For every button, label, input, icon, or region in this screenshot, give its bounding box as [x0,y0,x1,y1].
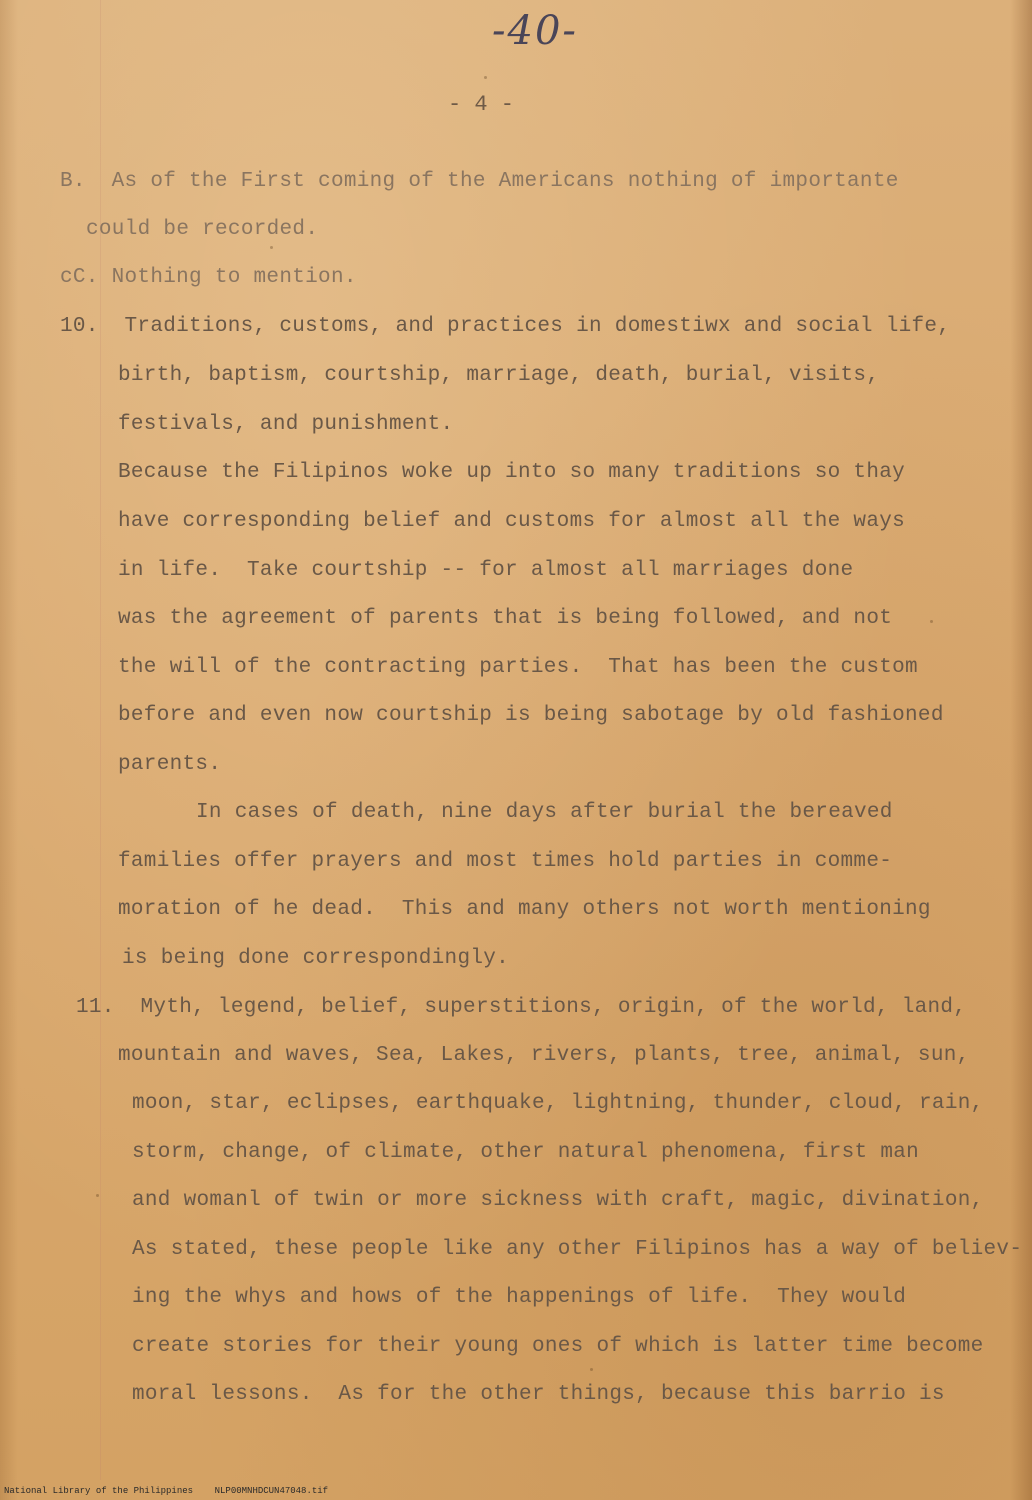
text-line: families offer prayers and most times hold parties in comme- [118,850,893,873]
paper-speck [270,246,273,249]
paper-speck [96,1194,99,1197]
handwritten-page-number: -40- [492,8,578,54]
text-line: B. As of the First coming of the Americans nothing of importante [60,170,899,193]
text-line: and womanl of twin or more sickness with craft, magic, divination, [132,1189,984,1212]
paper-speck [930,620,933,623]
text-line: in life. Take courtship -- for almost all marriages done [118,559,854,582]
text-line: ing the whys and hows of the happenings of life. They would [132,1286,907,1309]
text-line: moration of he dead. This and many others not worth mentioning [118,898,931,921]
archive-footer: National Library of the Philippines NLP00MNHDCUN47048.tif [4,1486,329,1496]
text-line: before and even now courtship is being sabotage by old fashioned [118,704,944,727]
text-line: festivals, and punishment. [118,413,454,436]
text-line: storm, change, of climate, other natural phenomena, first man [132,1141,920,1164]
typed-page-number: - 4 - [448,92,515,117]
text-line: birth, baptism, courtship, marriage, death, burial, visits, [118,364,880,387]
text-line: moon, star, eclipses, earthquake, lightning, thunder, cloud, rain, [132,1092,984,1115]
text-line: mountain and waves, Sea, Lakes, rivers, plants, tree, animal, sun, [118,1044,970,1067]
text-line: have corresponding belief and customs for almost all the ways [118,510,906,533]
text-line: moral lessons. As for the other things, because this barrio is [132,1383,945,1406]
text-line: As stated, these people like any other Filipinos has a way of believ- [132,1238,1023,1261]
text-line: 10. Traditions, customs, and practices in domestiwx and social life, [60,315,951,338]
text-line: was the agreement of parents that is being followed, and not [118,607,893,630]
text-line: could be recorded. [86,218,319,241]
text-line: the will of the contracting parties. That has been the custom [118,656,918,679]
text-line: create stories for their young ones of which is latter time become [132,1335,984,1358]
text-line: is being done correspondingly. [122,947,510,970]
paper-speck [590,1368,593,1371]
text-line: 11. Myth, legend, belief, superstitions, origin, of the world, land, [76,996,967,1019]
text-line: In cases of death, nine days after burial the bereaved [196,801,893,824]
text-line: cC. Nothing to mention. [60,266,357,289]
text-line: parents. [118,753,222,776]
paper-speck [484,76,487,79]
text-line: Because the Filipinos woke up into so many traditions so thay [118,461,906,484]
